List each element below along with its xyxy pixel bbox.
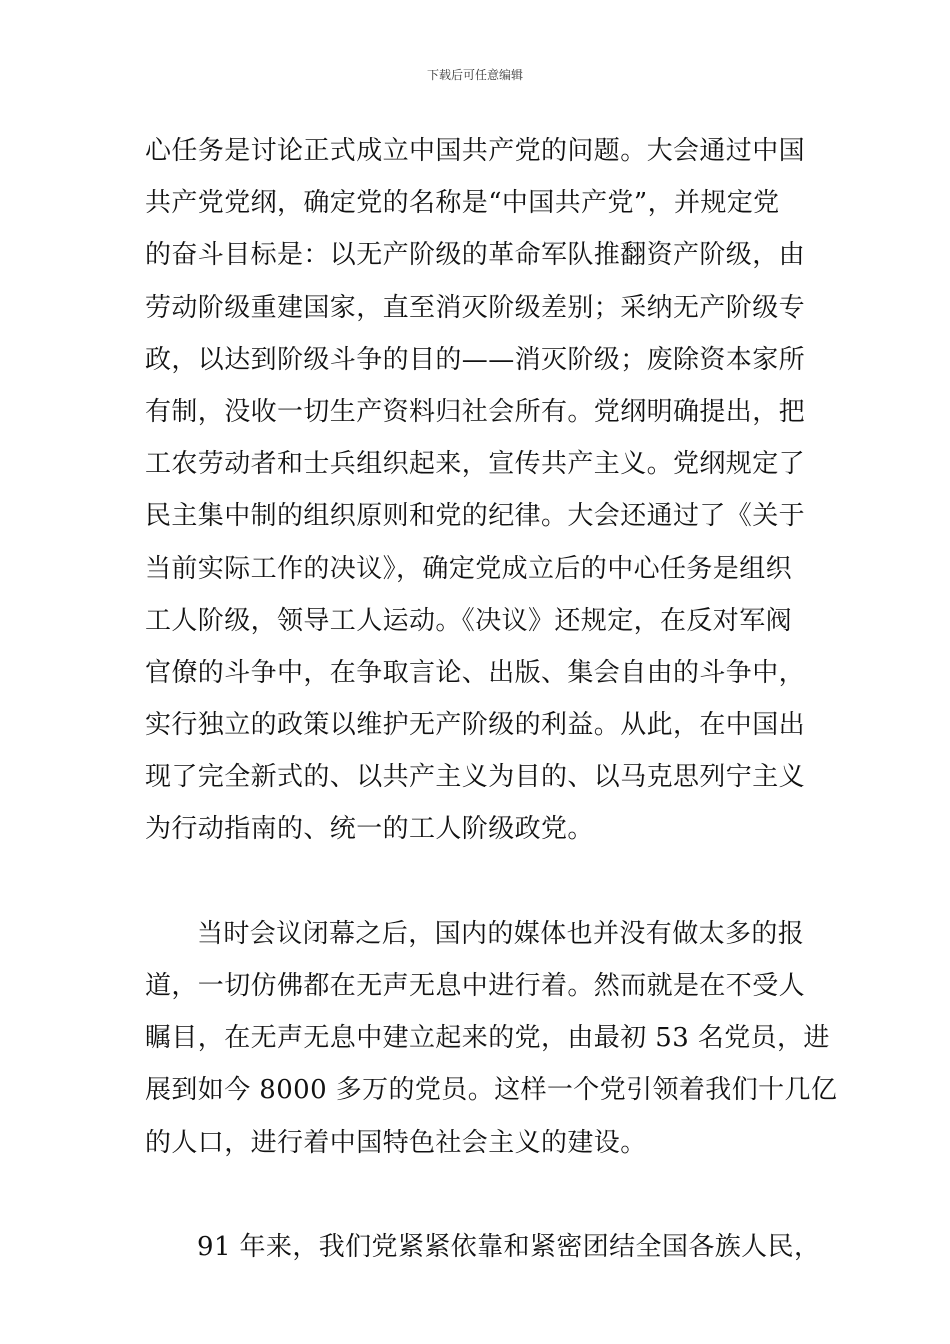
text-line: 政，以达到阶级斗争的目的——消灭阶级；废除资本家所 xyxy=(145,344,806,375)
text-line: 实行独立的政策以维护无产阶级的利益。从此，在中国出 xyxy=(145,710,806,741)
text-line: 当时会议闭幕之后，国内的媒体也并没有做太多的报 xyxy=(197,918,805,949)
text-line: 官僚的斗争中，在争取言论、出版、集会自由的斗争中， xyxy=(145,657,806,688)
text-line: 现了完全新式的、以共产主义为目的、以马克思列宁主义 xyxy=(145,762,806,793)
text-line: 有制，没收一切生产资料归社会所有。党纲明确提出，把 xyxy=(145,396,806,427)
page-header-note: 下载后可任意编辑 xyxy=(426,68,523,82)
text-line: 的人口，进行着中国特色社会主义的建设。 xyxy=(145,1127,647,1158)
text-line: 91 年来，我们党紧紧依靠和紧密团结全国各族人民， xyxy=(197,1231,821,1262)
paragraph-1 xyxy=(145,125,810,856)
text-line: 展到如今 8000 多万的党员。这样一个党引领着我们十几亿 xyxy=(145,1075,838,1106)
paragraph-spacer xyxy=(145,1169,810,1221)
document-body xyxy=(145,125,838,1273)
text-line: 共产党党纲，确定党的名称是“中国共产党”，并规定党 xyxy=(145,188,780,219)
text-line: 民主集中制的组织原则和党的纪律。大会还通过了《关于 xyxy=(145,501,806,532)
text-line: 工农劳动者和士兵组织起来，宣传共产主义。党纲规定了 xyxy=(145,449,806,480)
text-line: 为行动指南的、统一的工人阶级政党。 xyxy=(145,814,594,845)
text-line: 瞩目，在无声无息中建立起来的党，由最初 53 名党员，进 xyxy=(145,1023,830,1054)
paragraph-2 xyxy=(145,908,838,1169)
text-line: 的奋斗目标是：以无产阶级的革命军队推翻资产阶级，由 xyxy=(145,240,806,271)
paragraph-3 xyxy=(145,1221,821,1273)
paragraph-spacer xyxy=(145,856,810,908)
text-line: 当前实际工作的决议》，确定党成立后的中心任务是组织 xyxy=(145,553,793,584)
text-line: 道，一切仿佛都在无声无息中进行着。然而就是在不受人 xyxy=(145,971,806,1001)
text-line: 劳动阶级重建国家，直至消灭阶级差别；采纳无产阶级专 xyxy=(145,292,806,323)
text-line: 心任务是讨论正式成立中国共产党的问题。大会通过中国 xyxy=(145,136,806,166)
text-line: 工人阶级，领导工人运动。《决议》还规定，在反对军阀 xyxy=(145,605,793,636)
